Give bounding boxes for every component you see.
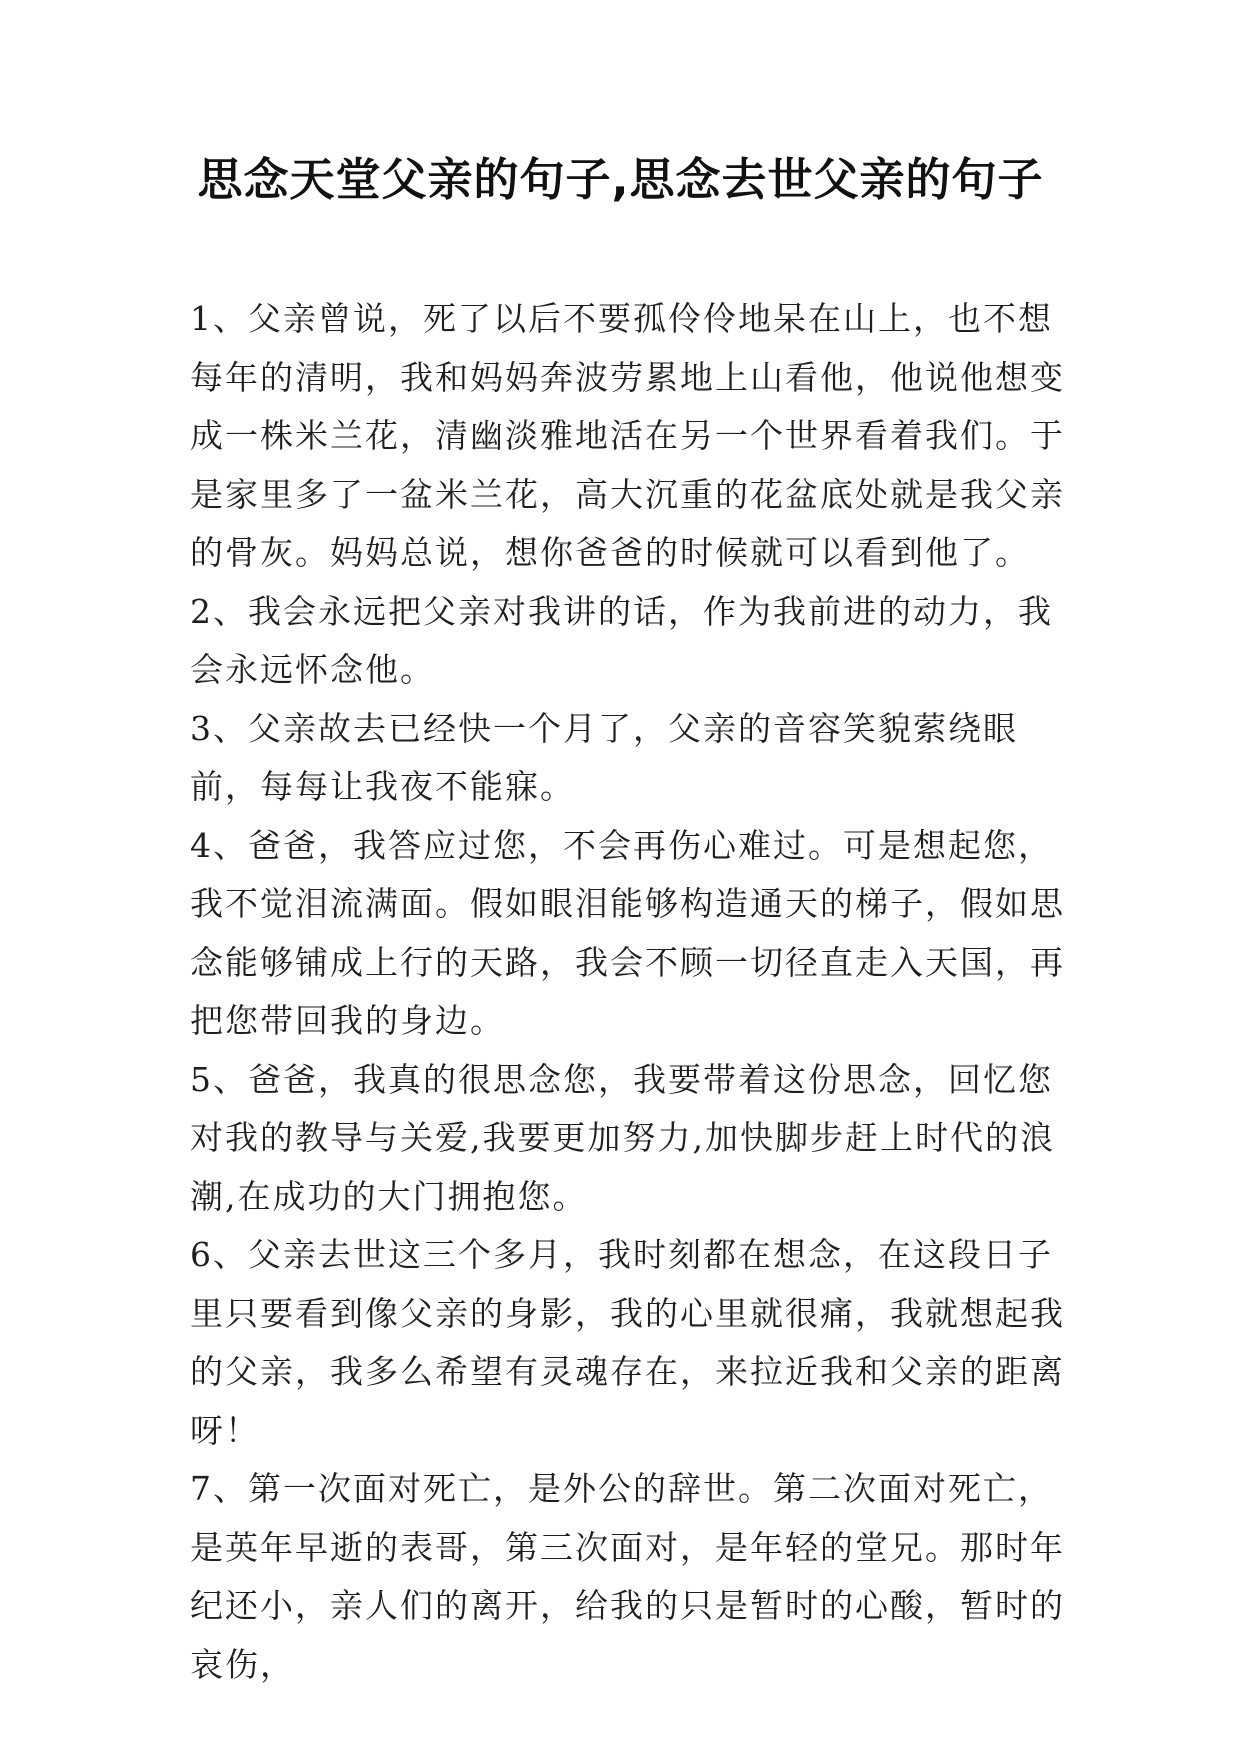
- paragraph-3: 3、父亲故去已经快一个月了，父亲的音容笑貌萦绕眼前，每每让我夜不能寐。: [190, 708, 1018, 806]
- paragraph-4: 4、爸爸，我答应过您，不会再伤心难过。可是想起您，我不觉泪流满面。假如眼泪能够构造通天的梯子，假如思念能够铺成上行的天路，我会不顾一切径直走入天国，再把您带回我的身边。: [190, 825, 1065, 1040]
- paragraph-6: 6、父亲去世这三个多月，我时刻都在想念，在这段日子里只要看到像父亲的身影，我的心里就很痛，我就想起我的父亲，我多么希望有灵魂存在，来拉近我和父亲的距离呀！: [190, 1235, 1065, 1450]
- paragraph-5: 5、爸爸，我真的很思念您，我要带着这份思念，回忆您对我的教导与关爱,我要更加努力,加快脚步赶上时代的浪潮,在成功的大门拥抱您。: [190, 1059, 1055, 1216]
- paragraph-1: 1、父亲曾说，死了以后不要孤伶伶地呆在山上，也不想每年的清明，我和妈妈奔波劳累地上山看他，他说他想变成一株米兰花，清幽淡雅地活在另一个世界看着我们。于是家里多了一盆米兰花，高大沉重的花盆底处就是我父亲的骨灰。妈妈总说，想你爸爸的时候就可以看到他了。: [190, 299, 1065, 572]
- paragraph-7: 7、第一次面对死亡，是外公的辞世。第二次面对死亡，是英年早逝的表哥，第三次面对，是年轻的堂兄。那时年纪还小，亲人们的离开，给我的只是暂时的心酸，暂时的哀伤，: [190, 1469, 1065, 1684]
- document-title: 思念天堂父亲的句子,思念去世父亲的句子: [197, 153, 1044, 206]
- document-body: [190, 290, 1070, 1694]
- paragraph-2: 2、我会永远把父亲对我讲的话，作为我前进的动力，我会永远怀念他。: [190, 591, 1053, 689]
